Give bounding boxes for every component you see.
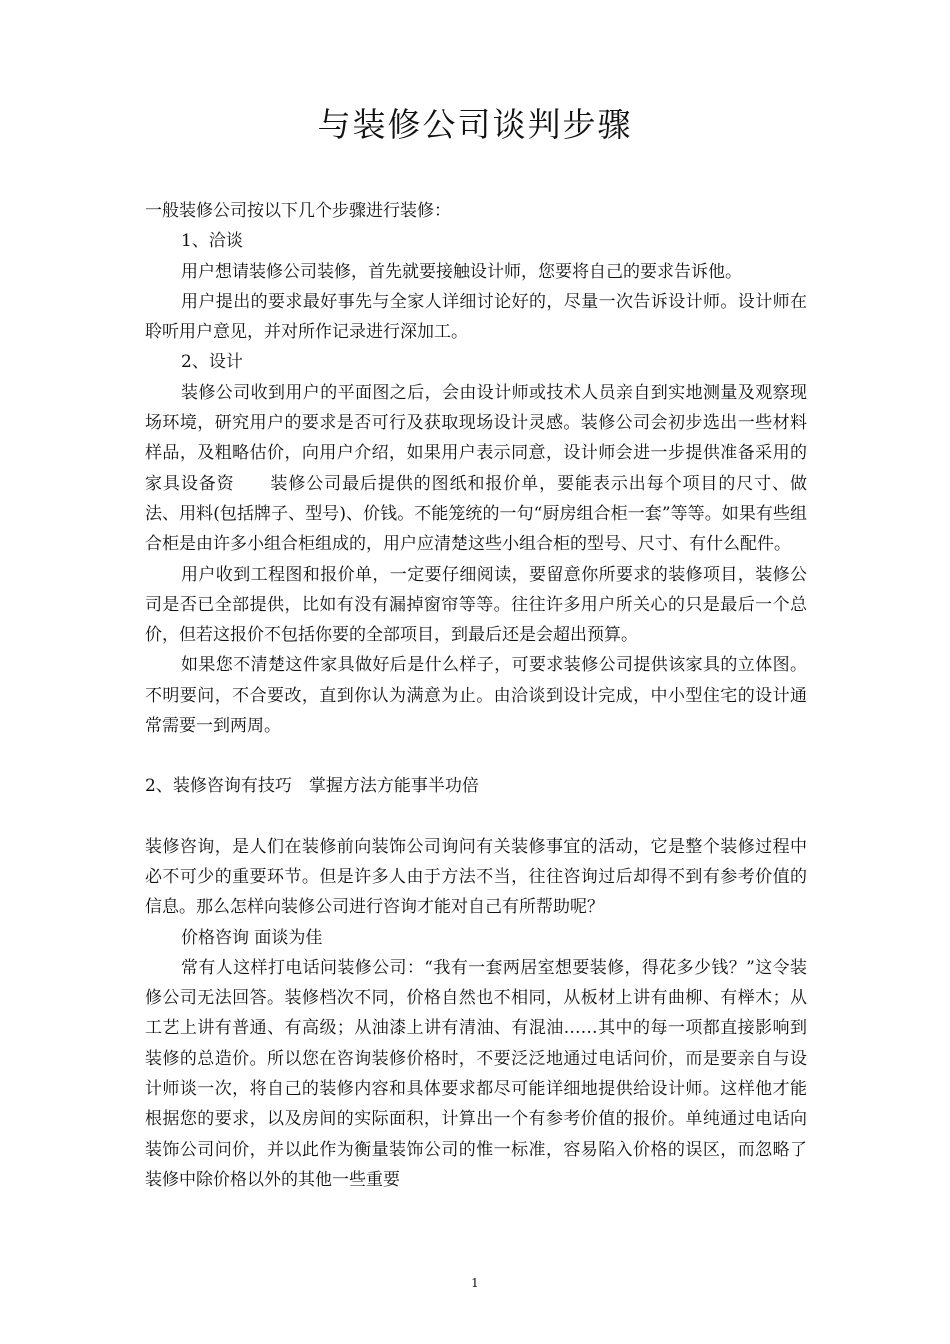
- section-heading-consultation-tips: 2、装修咨询有技巧 掌握方法方能事半功倍: [145, 776, 479, 797]
- paragraph-check-quote: 用户收到工程图和报价单，一定要仔细阅读，要留意你所要求的装修项目，装修公司是否已全部提供，比如有没有漏掉窗帘等等。往往许多用户所关心的只是最后一个总价，但若这报价不包括你要的全部项目，到最后还是会超出预算。: [145, 564, 807, 646]
- paragraph-consultation-intro: 装修咨询，是人们在装修前向装饰公司询问有关装修事宜的活动，它是整个装修过程中必不可少的重要环节。但是许多人由于方法不当，往往咨询过后却得不到有参考价值的信息。那么怎样向装修公司进行咨询才能对自己有所帮助呢？: [145, 836, 807, 918]
- paragraph-contact-designer: 用户想请装修公司装修，首先就要接触设计师，您要将自己的要求告诉他。: [181, 261, 742, 282]
- spacer: [145, 802, 807, 832]
- subheading-price-consultation: 价格咨询 面谈为佳: [181, 927, 323, 948]
- page-number: 1: [471, 1276, 479, 1290]
- paragraph-design-process: 装修公司收到用户的平面图之后，会由设计师或技术人员亲自到实地测量及观察现场环境，研究用户的要求是否可行及获取现场设计灵感。装修公司会初步选出一些材料样品，及粗略估价，向用户介绍，如果用户表示同意，设计师会进一步提供准备采用的家具设备资 装修公司最后提供的图纸和报价单，要能表示出每个项目的尺寸、做法、用料(包括牌子、型号)、价钱。不能笼统的一句“厨房组合柜一套”等等。如果有些组合柜是由许多小组合柜组成的，用户应清楚这些小组合柜的型号、尺寸、有什么配件。: [145, 382, 807, 555]
- paragraph-3d-drawing: 如果您不清楚这件家具做好后是什么样子，可要求装修公司提供该家具的立体图。不明要问，不合要改，直到你认为满意为止。由洽谈到设计完成，中小型住宅的设计通常需要一到两周。: [145, 655, 807, 737]
- section-heading-negotiation: 1、洽谈: [181, 231, 243, 252]
- section-heading-design: 2、设计: [181, 352, 243, 373]
- spacer: [145, 741, 807, 771]
- intro-paragraph: 一般装修公司按以下几个步骤进行装修：: [145, 201, 451, 221]
- paragraph-family-requirements: 用户提出的要求最好事先与全家人详细讨论好的，尽量一次告诉设计师。设计师在聆听用户意见，并对所作记录进行深加工。: [145, 291, 807, 343]
- paragraph-price-consultation: 常有人这样打电话问装修公司：“我有一套两居室想要装修，得花多少钱？”这令装修公司无法回答。装修档次不同，价格自然也不相同，从板材上讲有曲柳、有榉木；从工艺上讲有普通、有高级；从油漆上讲有清油、有混油……其中的每一项都直接影响到装修的总造价。所以您在咨询装修价格时，不要泛泛地通过电话问价，而是要亲自与设计师谈一次，将自己的装修内容和具体要求都尽可能详细地提供给设计师。这样他才能根据您的要求，以及房间的实际面积，计算出一个有参考价值的报价。单纯通过电话向装饰公司问价，并以此作为衡量装饰公司的惟一标准，容易陷入价格的误区，而忽略了装修中除价格以外的其他一些重要: [145, 957, 807, 1190]
- document-body: [145, 196, 807, 1195]
- document-title: 与装修公司谈判步骤: [317, 105, 633, 144]
